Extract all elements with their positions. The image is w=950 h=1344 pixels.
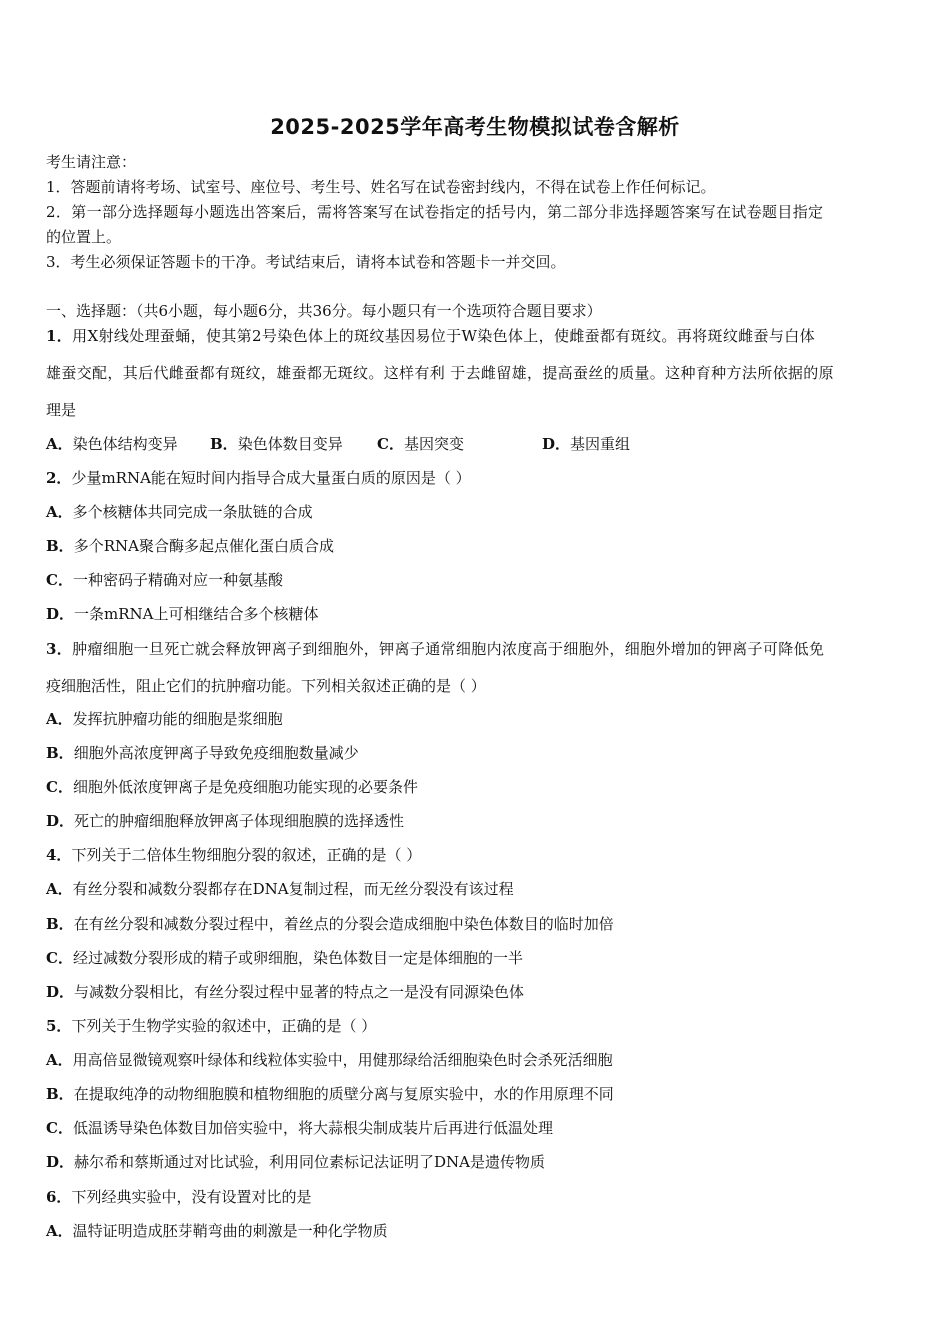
notice-item: 1．答题前请将考场、试室号、座位号、考生号、姓名写在试卷密封线内，不得在试卷上作任何标记。 — [46, 178, 716, 196]
option-c[interactable]: C．一种密码子精确对应一种氨基酸 — [46, 571, 283, 589]
notice-item: 的位置上。 — [46, 228, 122, 246]
option-c[interactable]: C．经过减数分裂形成的精子或卵细胞，染色体数目一定是体细胞的一半 — [46, 949, 523, 967]
question-stem: 6．下列经典实验中，没有设置对比的是 — [46, 1188, 312, 1206]
question-stem: 5．下列关于生物学实验的叙述中，正确的是（ ） — [46, 1017, 377, 1035]
option-b[interactable]: B．染色体数目变异 — [210, 435, 343, 453]
option-d[interactable]: D．与减数分裂相比，有丝分裂过程中显著的特点之一是没有同源染色体 — [46, 983, 525, 1001]
notice-heading: 考生请注意： — [46, 153, 137, 171]
option-c[interactable]: C．细胞外低浓度钾离子是免疫细胞功能实现的必要条件 — [46, 778, 418, 796]
question-stem: 3．肿瘤细胞一旦死亡就会释放钾离子到细胞外，钾离子通常细胞内浓度高于细胞外，细胞外增加的钾离子可降低免 — [46, 640, 825, 658]
question-stem: 1．用X射线处理蚕蛹，使其第2号染色体上的斑纹基因易位于W染色体上，使雌蚕都有斑纹。再将斑纹雌蚕与白体 — [46, 327, 815, 345]
question-stem: 雄蚕交配，其后代雌蚕都有斑纹，雄蚕都无斑纹。这样有利 于去雌留雄，提高蚕丝的质量。这种育种方法所依据的原 — [46, 364, 834, 382]
option-d[interactable]: D．基因重组 — [542, 435, 631, 453]
option-b[interactable]: B．在有丝分裂和减数分裂过程中，着丝点的分裂会造成细胞中染色体数目的临时加倍 — [46, 915, 614, 933]
option-d[interactable]: D．死亡的肿瘤细胞释放钾离子体现细胞膜的选择透性 — [46, 812, 405, 830]
section-heading: 一、选择题：（共6小题，每小题6分，共36分。每小题只有一个选项符合题目要求） — [46, 302, 602, 320]
page-title: 2025-2025学年高考生物模拟试卷含解析 — [270, 115, 680, 139]
question-stem: 疫细胞活性，阻止它们的抗肿瘤功能。下列相关叙述正确的是（ ） — [46, 677, 486, 695]
option-d[interactable]: D．赫尔希和蔡斯通过对比试验，利用同位素标记法证明了DNA是遗传物质 — [46, 1153, 546, 1171]
option-c[interactable]: C．低温诱导染色体数目加倍实验中，将大蒜根尖制成装片后再进行低温处理 — [46, 1119, 553, 1137]
option-a[interactable]: A．发挥抗肿瘤功能的细胞是浆细胞 — [46, 710, 283, 728]
option-b[interactable]: B．在提取纯净的动物细胞膜和植物细胞的质壁分离与复原实验中，水的作用原理不同 — [46, 1085, 614, 1103]
option-a[interactable]: A．有丝分裂和减数分裂都存在DNA复制过程，而无丝分裂没有该过程 — [46, 880, 514, 898]
option-d[interactable]: D．一条mRNA上可相继结合多个核糖体 — [46, 605, 319, 623]
option-b[interactable]: B．多个RNA聚合酶多起点催化蛋白质合成 — [46, 537, 334, 555]
question-stem: 理是 — [46, 401, 77, 419]
question-stem: 2．少量mRNA能在短时间内指导合成大量蛋白质的原因是（ ） — [46, 469, 471, 487]
option-a[interactable]: A．用高倍显微镜观察叶绿体和线粒体实验中，用健那绿给活细胞染色时会杀死活细胞 — [46, 1051, 613, 1069]
option-a[interactable]: A．多个核糖体共同完成一条肽链的合成 — [46, 503, 313, 521]
notice-item: 2．第一部分选择题每小题选出答案后，需将答案写在试卷指定的括号内，第二部分非选择题答案写在试卷题目指定 — [46, 203, 824, 221]
notice-item: 3．考生必须保证答题卡的干净。考试结束后，请将本试卷和答题卡一并交回。 — [46, 253, 566, 271]
option-a[interactable]: A．温特证明造成胚芽鞘弯曲的刺激是一种化学物质 — [46, 1222, 388, 1240]
question-stem: 4．下列关于二倍体生物细胞分裂的叙述，正确的是（ ） — [46, 846, 422, 864]
option-a[interactable]: A．染色体结构变异 — [46, 435, 178, 453]
option-c[interactable]: C．基因突变 — [377, 435, 464, 453]
option-b[interactable]: B．细胞外高浓度钾离子导致免疫细胞数量减少 — [46, 744, 359, 762]
